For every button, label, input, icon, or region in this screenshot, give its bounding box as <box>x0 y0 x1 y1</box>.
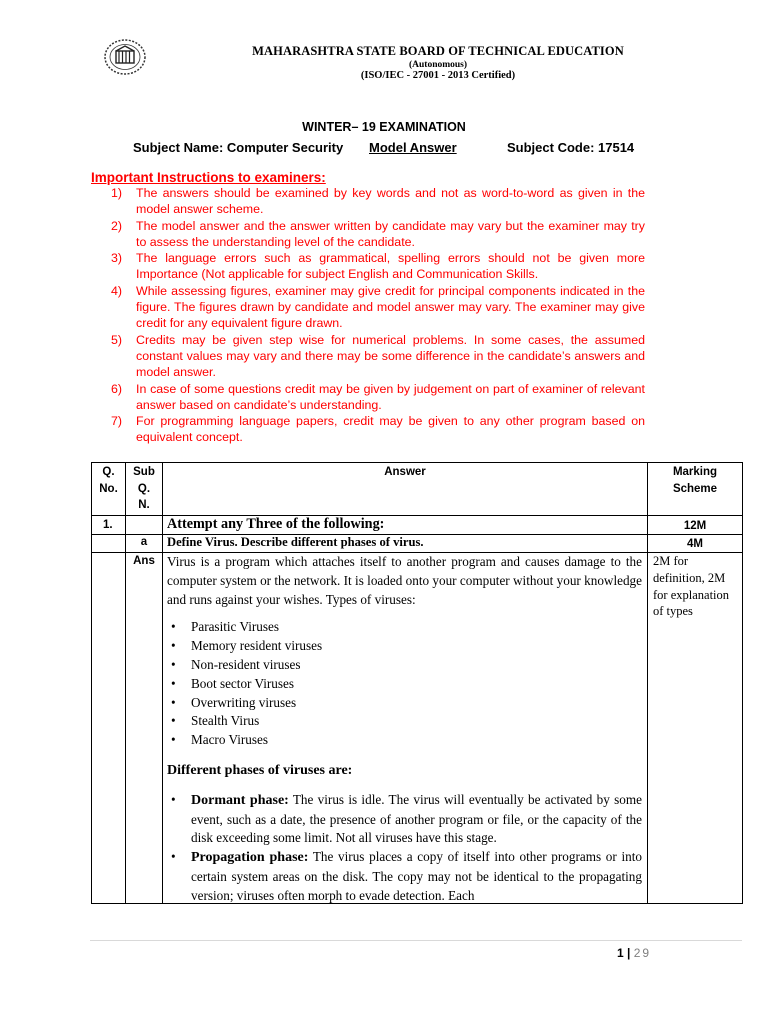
msbte-logo-icon <box>103 38 147 76</box>
exam-title: WINTER– 19 EXAMINATION <box>302 120 466 134</box>
answer-label: Ans <box>133 555 155 567</box>
board-certification: (ISO/IEC - 27001 - 2013 Certified) <box>360 70 516 81</box>
instruction-item: 3) The language errors such as grammatical, spelling errors should not be given more Importance (Not applicable for subject English and Communication Skills. <box>111 251 645 282</box>
footer-divider <box>90 940 742 941</box>
board-header <box>200 44 676 81</box>
instructions-title: Important Instructions to examiners: <box>91 170 326 185</box>
instruction-item: 1) The answers should be examined by key words and not as word-to-word as given in the model answer scheme. <box>111 186 645 217</box>
board-name: MAHARASHTRA STATE BOARD OF TECHNICAL EDUCATION <box>252 44 624 58</box>
instruction-item: 4) While assessing figures, examiner may give credit for principal components indicated in the figure. The figures drawn by candidate and model answer may vary. The examiner may give credit for any equivalent figure drawn. <box>111 283 645 331</box>
list-item: • Overwriting viruses <box>171 694 297 710</box>
list-item: • Macro Viruses <box>171 732 268 748</box>
virus-phases-list <box>167 791 642 906</box>
phases-title: Different phases of viruses are: <box>167 762 353 778</box>
instruction-item: 7) For programming language papers, credit may be given to any other program based on equivalent concept. <box>111 414 645 445</box>
header-answer: Answer <box>384 466 426 478</box>
list-item: • Memory resident viruses <box>171 638 323 654</box>
instructions-list <box>111 185 645 446</box>
sub-question-title: Define Virus. Describe different phases of virus. <box>167 535 424 549</box>
question-title: Attempt any Three of the following: <box>167 516 385 532</box>
subject-code: Subject Code: 17514 <box>507 140 635 155</box>
model-answer-label: Model Answer <box>369 140 457 155</box>
header-sub-q-no: Sub Q. N. <box>133 466 155 511</box>
list-item: • Dormant phase: The virus is idle. The virus will eventually be activated by some event, such as a date, the presence of another program or file, or the capacity of the disk exceeding some limit. Not all viruses have this stage. <box>171 791 642 846</box>
header-q-no: Q. No. <box>99 466 118 495</box>
instruction-item: 2) The model answer and the answer written by candidate may vary but the examiner may try to assess the understanding level of the candidate. <box>111 218 645 249</box>
virus-types-list <box>167 618 642 750</box>
list-item: • Propagation phase: The virus places a copy of itself into other programs or into certain system areas on the disk. The copy may not be identical to the propagating version; viruses often morph to evade detection. Each <box>171 849 642 903</box>
question-marks: 12M <box>683 520 707 532</box>
answer-table <box>91 462 743 904</box>
sub-question-label: a <box>140 536 148 548</box>
subject-name: Subject Name: Computer Security <box>133 140 344 155</box>
question-number: 1. <box>103 519 113 531</box>
header-marking-scheme: Marking Scheme <box>672 466 718 495</box>
list-item: • Boot sector Viruses <box>171 675 294 691</box>
sub-question-marks: 4M <box>687 538 703 550</box>
answer-intro: Virus is a program which attaches itself to another program and causes damage to the computer system or the network. It is loaded onto your computer without your knowledge and runs against your wishes. Types of viruses: <box>167 554 642 607</box>
instruction-item: 5) Credits may be given step wise for numerical problems. In some cases, the assumed constant values may vary and there may be some difference in the candidate’s answers and model answer. <box>111 332 645 380</box>
list-item: • Parasitic Viruses <box>171 619 279 635</box>
instruction-item: 6) In case of some questions credit may be given by judgement on part of examiner of relevant answer based on candidate’s understanding. <box>111 381 645 412</box>
marking-scheme-text: 2M for definition, 2M for explanation of types <box>653 554 730 619</box>
board-autonomous: (Autonomous) <box>408 60 468 70</box>
list-item: • Stealth Virus <box>171 713 260 729</box>
page-number: 1 | 29 <box>617 946 652 960</box>
list-item: • Non-resident viruses <box>171 656 301 672</box>
answer-body <box>167 553 642 906</box>
